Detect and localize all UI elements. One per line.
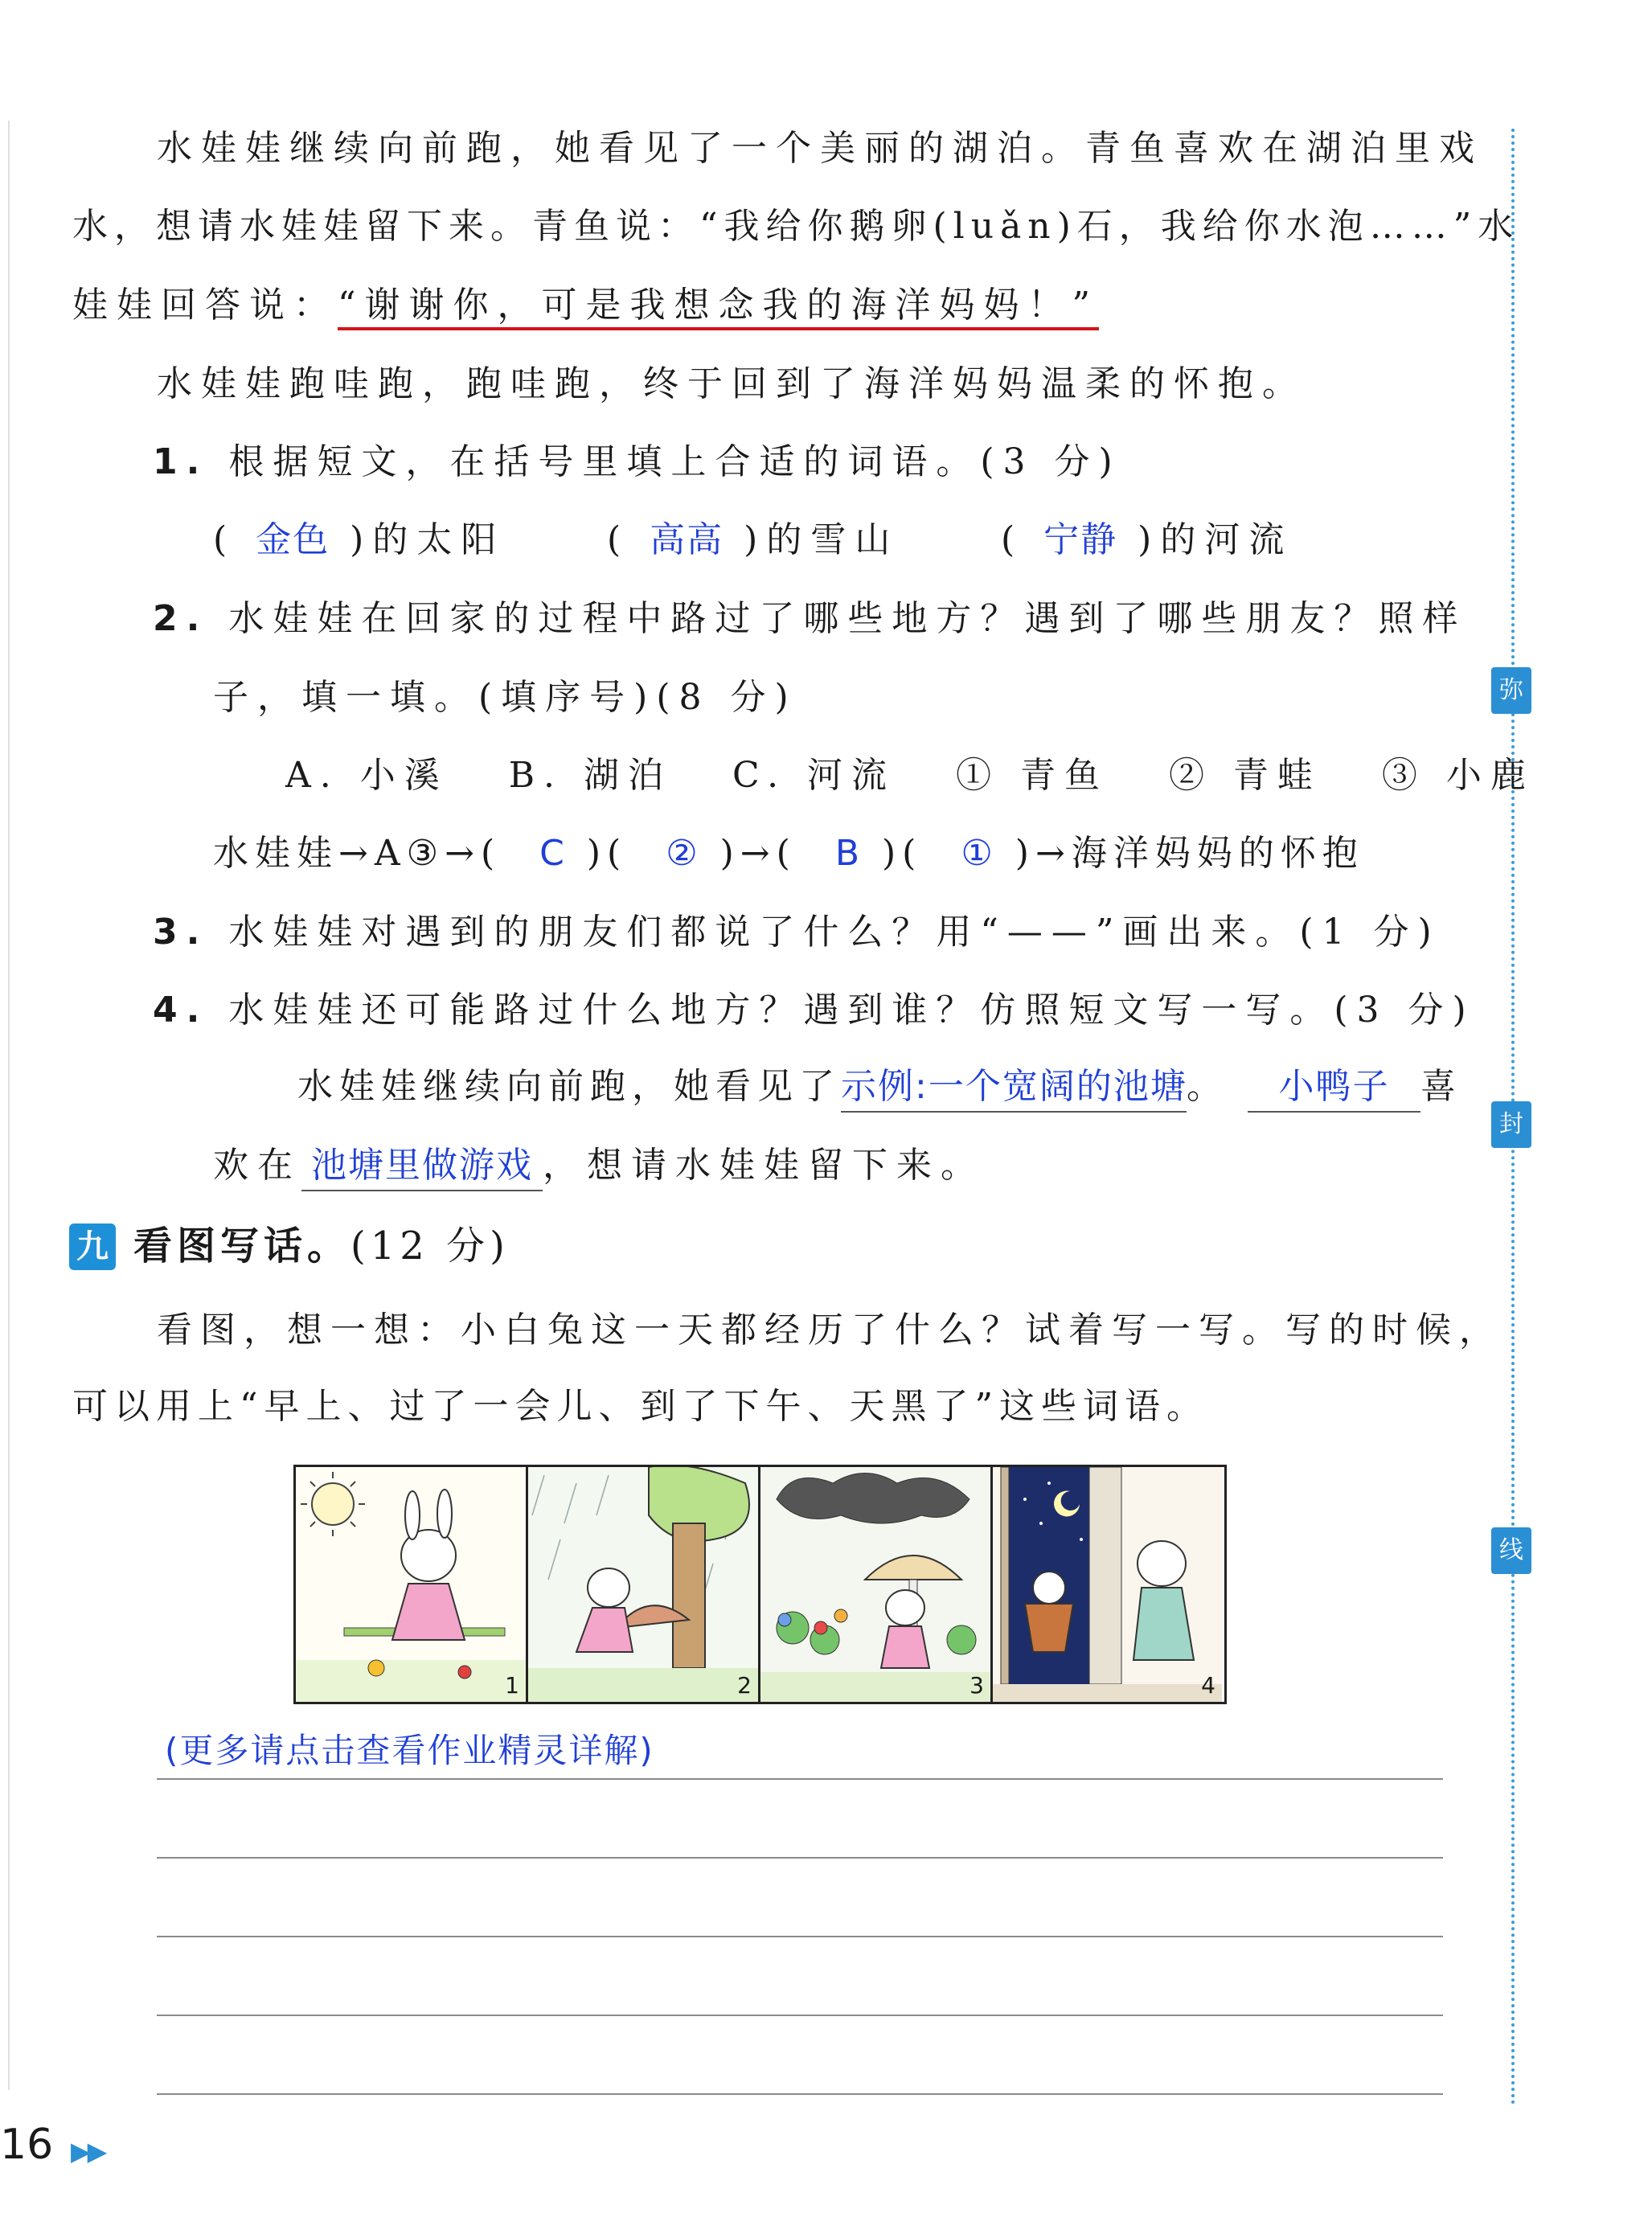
panel-number-3: 3 xyxy=(969,1672,984,1699)
picture-panel-3 xyxy=(760,1467,993,1702)
page-number: 16 xyxy=(0,2121,54,2169)
next-arrows-icon: ▶▶ xyxy=(71,2136,105,2166)
q1-answer-quiet: 宁静 xyxy=(1043,519,1118,560)
question-2-number: 2. xyxy=(153,598,209,639)
question-3-text: 水娃娃对遇到的朋友们都说了什么？用“——”画出来。(1 分) xyxy=(228,912,1441,953)
writing-line-3[interactable] xyxy=(157,1936,1443,1937)
q2-answer-3: B xyxy=(834,833,862,874)
passage-line-4: 水娃娃跑哇跑，跑哇跑，终于回到了海洋妈妈温柔的怀抱。 xyxy=(157,363,1306,404)
section-9-badge: 九 xyxy=(69,1224,116,1270)
section-9-instruction-line2: 可以用上“早上、过了一会儿、到了下午、天黑了”这些词语。 xyxy=(72,1386,1208,1427)
q1-answer-golden: 金色 xyxy=(256,519,330,560)
question-1-number: 1. xyxy=(153,441,209,482)
passage-line-3-prefix: 娃娃回答说： xyxy=(72,285,338,326)
afternoon-rabbit-illustration xyxy=(760,1467,990,1702)
question-4 xyxy=(153,986,1475,1035)
left-margin-rule xyxy=(8,121,10,2090)
question-2-text-line2: 子，填一填。(填序号)(8 分) xyxy=(213,677,797,718)
question-4-text: 水娃娃还可能路过什么地方？遇到谁？仿照短文写一写。(3 分) xyxy=(228,990,1475,1031)
side-tag-xian: 线 xyxy=(1491,1527,1531,1574)
question-2-options: A. 小溪 B. 湖泊 C. 河流 ① 青鱼 ② 青蛙 ③ 小鹿 xyxy=(285,755,1535,796)
q1-item-mountain: ( 高高 )的雪山 xyxy=(607,519,900,560)
panel-number-1: 1 xyxy=(505,1672,519,1699)
panel-number-4: 4 xyxy=(1201,1672,1215,1699)
question-2-chain: 水娃娃→A③→( C )( ② )→( B )( ① )→海洋妈妈的怀抱 xyxy=(213,833,1364,874)
morning-rabbit-illustration xyxy=(296,1467,526,1702)
side-tag-feng: 封 xyxy=(1491,1101,1531,1148)
q2-answer-1: C xyxy=(539,833,566,874)
q2-answer-2: ② xyxy=(666,833,699,874)
question-3-number: 3. xyxy=(153,912,209,953)
question-4-fill-line2: 欢在 池塘里做游戏 ，想请水娃娃留下来。 xyxy=(213,1142,985,1191)
more-solutions-hint[interactable]: (更多请点击查看作业精灵详解) xyxy=(165,1731,654,1770)
q1-item-river: ( 宁静 )的河流 xyxy=(1001,519,1293,560)
passage-line-2: 水，想请水娃娃留下来。青鱼说：“我给你鹅卵(luǎn)石，我给你水泡……”水 xyxy=(72,206,1520,247)
writing-line-2[interactable] xyxy=(157,1857,1443,1859)
panel-number-2: 2 xyxy=(737,1672,752,1699)
picture-panel-1 xyxy=(296,1467,528,1702)
passage-line-3 xyxy=(72,281,1099,330)
section-9-instruction-line1: 看图，想一想：小白兔这一天都经历了什么？试着写一写。写的时候， xyxy=(157,1310,1502,1351)
question-2-text-line1: 水娃娃在回家的过程中路过了哪些地方？遇到了哪些朋友？照样 xyxy=(228,598,1467,639)
writing-line-5[interactable] xyxy=(157,2093,1443,2095)
q4-answer-friend: 小鸭子 xyxy=(1248,1063,1420,1113)
rain-rabbit-illustration xyxy=(528,1467,758,1702)
night-rabbit-illustration xyxy=(993,1467,1222,1702)
picture-strip xyxy=(293,1465,1227,1704)
writing-line-4[interactable] xyxy=(157,2015,1443,2016)
question-4-fill-line1: 水娃娃继续向前跑，她看见了示例:一个宽阔的池塘。 小鸭子 喜 xyxy=(297,1063,1462,1113)
question-4-number: 4. xyxy=(153,990,209,1031)
side-tag-mi: 弥 xyxy=(1491,667,1531,714)
water-doll-reply-underlined: “谢谢你，可是我想念我的海洋妈妈！” xyxy=(338,285,1099,330)
question-3 xyxy=(153,908,1441,957)
question-2 xyxy=(153,595,1466,643)
picture-panel-2 xyxy=(528,1467,760,1702)
passage-line-1: 水娃娃继续向前跑，她看见了一个美丽的湖泊。青鱼喜欢在湖泊里戏 xyxy=(157,128,1483,169)
q2-answer-4: ① xyxy=(961,833,994,874)
section-9-title: 看图写话。(12 分) xyxy=(133,1224,510,1269)
writing-line-1[interactable] xyxy=(157,1778,1443,1780)
q1-answer-tall: 高高 xyxy=(650,519,724,560)
question-1 xyxy=(153,438,1121,486)
picture-panel-4 xyxy=(993,1467,1222,1702)
q1-item-sun: ( 金色 )的太阳 xyxy=(213,519,506,560)
question-1-text: 根据短文，在括号里填上合适的词语。(3 分) xyxy=(228,441,1121,482)
q4-answer-place: 示例:一个宽阔的池塘 xyxy=(841,1063,1187,1113)
q4-answer-activity: 池塘里做游戏 xyxy=(301,1142,543,1191)
